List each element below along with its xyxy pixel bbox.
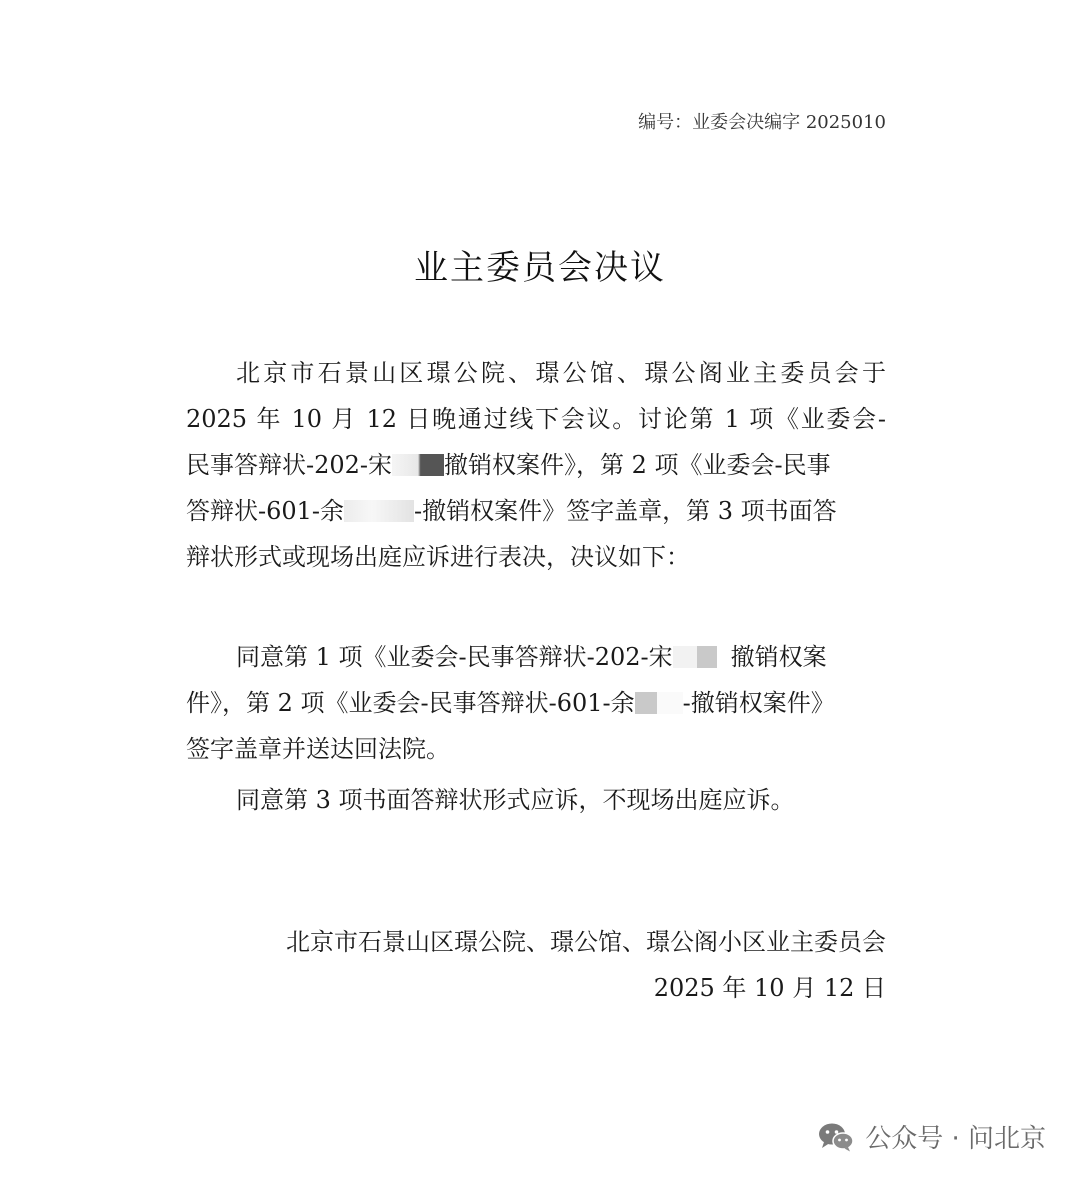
line-segment: -撤销权案件》签字盖章，第 3 项书面答: [414, 497, 837, 525]
document-title: 业主委员会决议: [414, 248, 666, 288]
signature-date: 2025 年 10 月 12 日: [653, 974, 886, 1002]
redaction-block: [673, 646, 697, 668]
line-segment: 撤销权案: [730, 643, 827, 671]
line-segment: 民事答辩状-202-宋: [186, 451, 393, 479]
paragraph-line: [186, 680, 886, 726]
line-segment: 件》，第 2 项《业委会-民事答辩状-601-余: [186, 689, 635, 717]
paragraph-line: 2025 年 10 月 12 日晚通过线下会议。讨论第 1 项《业委会-: [186, 405, 886, 433]
redaction-block: [344, 500, 414, 522]
redaction-block: [635, 692, 657, 714]
resolution-paragraph-1: [186, 350, 886, 580]
watermark-text: 公众号 · 问北京: [865, 1124, 1046, 1154]
line-segment: -撤销权案件》: [682, 689, 835, 717]
resolution-paragraph-3: [186, 777, 886, 823]
paragraph-line: [186, 634, 886, 680]
redaction-block: [697, 646, 717, 668]
paragraph-line: [186, 488, 886, 534]
signature-organization: 北京市石景山区璟公院、璟公馆、璟公阁小区业主委员会: [286, 928, 886, 956]
redaction-block: [392, 454, 444, 476]
paragraph-line: 辩状形式或现场出庭应诉进行表决，决议如下：: [186, 543, 690, 571]
wechat-watermark: [817, 1118, 1046, 1155]
wechat-icon: [817, 1121, 855, 1153]
paragraph-line: 同意第 3 项书面答辩状形式应诉，不现场出庭应诉。: [236, 786, 795, 814]
line-segment: 撤销权案件》，第 2 项《业委会-民事: [444, 451, 831, 479]
line-segment: 同意第 1 项《业委会-民事答辩状-202-宋: [236, 643, 673, 671]
paragraph-line: [186, 442, 886, 488]
paragraph-line: 北京市石景山区璟公院、璟公馆、璟公阁业主委员会于: [236, 359, 886, 387]
resolution-paragraph-2: [186, 634, 886, 772]
document-number: 编号：业委会决编字 2025010: [638, 112, 886, 133]
paragraph-line: 签字盖章并送达回法院。: [186, 735, 450, 763]
line-segment: 答辩状-601-余: [186, 497, 345, 525]
redaction-block: [657, 692, 683, 714]
